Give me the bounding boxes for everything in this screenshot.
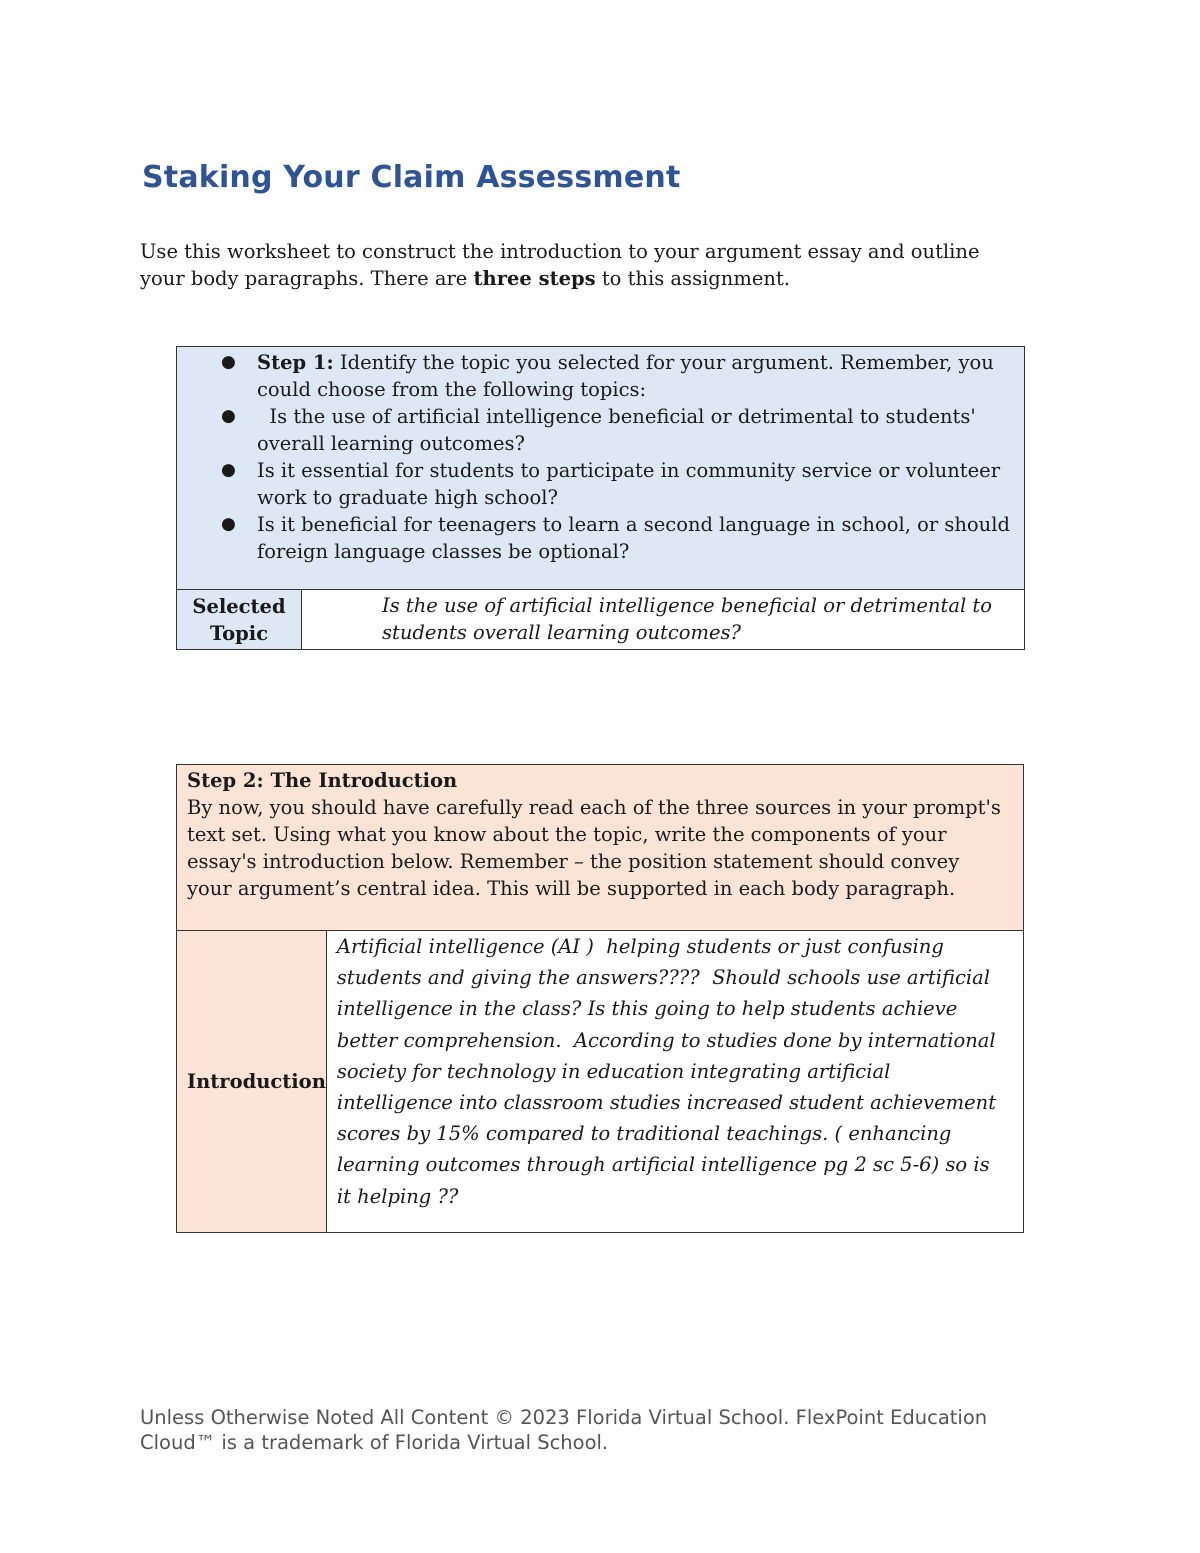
introduction-field[interactable]: [326, 931, 1023, 1233]
introduction-label: Introduction: [177, 931, 327, 1233]
intro-text-end: to this assignment.: [595, 267, 790, 290]
intro-text-start: Use this worksheet to construct the introduction to your argument essay and outline your body paragraphs. There are: [140, 240, 980, 290]
list-item-text: Is the use of artificial intelligence beneficial or detrimental to students' overall learning outcomes?: [257, 405, 982, 455]
list-item-text: Is it beneficial for teenagers to learn a second language in school, or should foreign language classes be optional?: [257, 513, 1010, 563]
step2-instructions-cell: [177, 765, 1024, 931]
step2-heading: Step 2: The Introduction: [187, 769, 458, 792]
bullet-icon: ●: [221, 406, 236, 426]
topic-list: [177, 347, 1024, 565]
list-item-text: Is it essential for students to participate in community service or volunteer work to graduate high school?: [257, 459, 1001, 509]
intro-paragraph: [140, 238, 1020, 292]
bullet-icon: ●: [221, 352, 236, 372]
bullet-icon: ●: [221, 514, 236, 534]
step1-topics-cell: [177, 347, 1025, 590]
step2-table: [176, 764, 1024, 1233]
step1-table: [176, 346, 1025, 650]
list-item: [221, 457, 1012, 511]
bullet-icon: ●: [221, 460, 236, 480]
intro-bold-text: three steps: [473, 267, 596, 290]
list-item-text: Identify the topic you selected for your argument. Remember, you could choose from the following topics:: [257, 351, 994, 401]
selected-topic-label: Selected Topic: [177, 590, 302, 650]
list-item: [221, 511, 1012, 565]
footer-copyright: Unless Otherwise Noted All Content © 2023 Florida Virtual School. FlexPoint Education Cloud™ is a trademark of Florida Virtual School.: [140, 1406, 988, 1454]
introduction-text: Artificial intelligence (AI ) helping students or just confusing students and giving the answers???? Should schools use artificial intelligence in the class? Is this going to help students achieve better comprehension. According to studies done by international society for technology in education integrating artificial intelligence into classroom studies increased student achievement scores by 15% compared to traditional teachings. ( enhancing learning outcomes through artificial intelligence pg 2 sc 5-6) so is it helping ??: [336, 935, 1003, 1208]
selected-topic-field[interactable]: Is the use of artificial intelligence beneficial or detrimental to students overall learning outcomes?: [302, 590, 1025, 650]
page-title: Staking Your Claim Assessment: [142, 160, 681, 195]
step2-instructions: By now, you should have carefully read each of the three sources in your prompt's text set. Using what you know about the topic, write the components of your essay's introduction below. Remember – the position statement should convey your argument’s central idea. This will be supported in each body paragraph.: [187, 796, 1001, 900]
list-item: [221, 403, 1012, 457]
list-item: [221, 349, 1012, 403]
step1-label: Step 1:: [257, 351, 334, 374]
